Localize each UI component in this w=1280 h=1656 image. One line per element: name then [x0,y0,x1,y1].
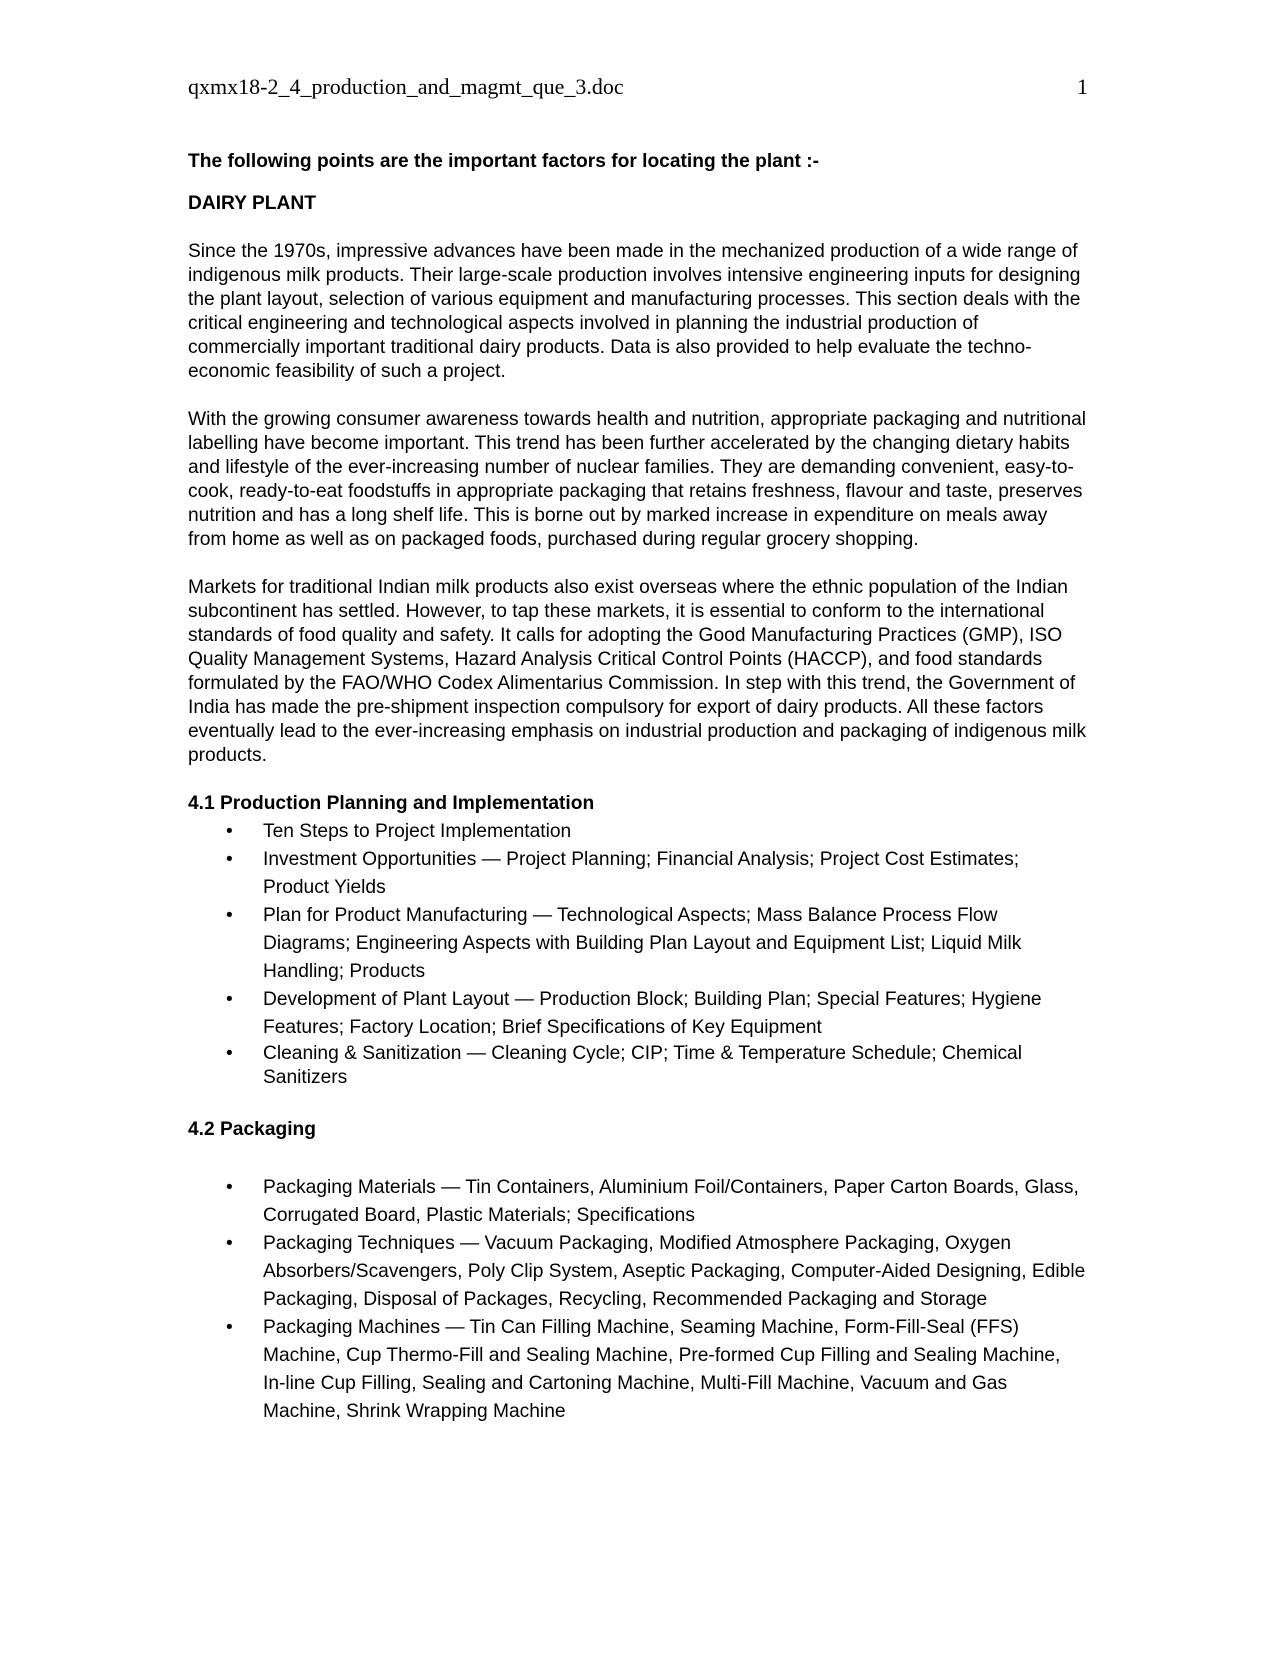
bullet-icon: • [226,989,233,1010]
bullet-icon: • [226,821,233,842]
bullet-icon: • [226,905,233,926]
paragraph: Since the 1970s, impressive advances have been made in the mechanized production of a wide range of indigenous milk products. Their large-scale production involves intensive engineering inputs for designing the plant layout, selection of various equipment and manufacturing processes. This section deals with the critical engineering and technological aspects involved in planning the industrial production of commercially important traditional dairy products. Data is also provided to help evaluate the techno-economic feasibility of such a project. [188,241,1081,382]
list-item [188,986,1088,1042]
section-4-2-list [188,1174,1088,1426]
list-item-text: Packaging Materials — Tin Containers, Aluminium Foil/Containers, Paper Carton Boards, Glass, Corrugated Board, Plastic Materials; Specifications [263,1177,1079,1226]
page-number: 1 [1077,74,1088,99]
list-item [188,1042,1088,1090]
paragraph: With the growing consumer awareness towards health and nutrition, appropriate packaging and nutritional labelling have become important. This trend has been further accelerated by the changing dietary habits and lifestyle of the ever-increasing number of nuclear families. They are demanding convenient, easy-to-cook, ready-to-eat foodstuffs in appropriate packaging that retains freshness, flavour and taste, preserves nutrition and has a long shelf life. This is borne out by marked increase in expenditure on meals away from home as well as on packaged foods, purchased during regular grocery shopping. [188,409,1087,550]
spacer [188,1090,1088,1118]
paragraph: Markets for traditional Indian milk products also exist overseas where the ethnic population of the Indian subcontinent has settled. However, to tap these markets, it is essential to conform to the international standards of food quality and safety. It calls for adopting the Good Manufacturing Practices (GMP), ISO Quality Management Systems, Hazard Analysis Critical Control Points (HACCP), and food standards formulated by the FAO/WHO Codex Alimentarius Commission. In step with this trend, the Government of India has made the pre-shipment inspection compulsory for export of dairy products. All these factors eventually lead to the ever-increasing emphasis on industrial production and packaging of indigenous milk products. [188,577,1087,766]
intro-heading: The following points are the important factors for locating the plant :- [188,151,820,172]
bullet-icon: • [226,1177,233,1198]
list-item-text: Cleaning & Sanitization — Cleaning Cycle; CIP; Time & Temperature Schedule; Chemical Sanitizers [263,1043,1022,1088]
bullet-icon: • [226,1043,233,1064]
spacer [188,1144,1088,1174]
document-filename: qxmx18-2_4_production_and_magmt_que_3.doc [188,74,624,99]
bullet-icon: • [226,849,233,870]
list-item-text: Ten Steps to Project Implementation [263,821,572,842]
list-item [188,1174,1088,1230]
document-body [188,150,1088,1426]
bullet-icon: • [226,1233,233,1254]
list-item [188,1230,1088,1314]
list-item-text: Packaging Machines — Tin Can Filling Machine, Seaming Machine, Form-Fill-Seal (FFS) Machine, Cup Thermo-Fill and Sealing Machine, Pre-formed Cup Filling and Sealing Machine, In-line Cup Filling, Sealing and Cartoning Machine, Multi-Fill Machine, Vacuum and Gas Machine, Shrink Wrapping Machine [263,1317,1061,1422]
dairy-plant-heading: DAIRY PLANT [188,193,316,214]
list-item [188,818,1088,846]
list-item-text: Plan for Product Manufacturing — Technological Aspects; Mass Balance Process Flow Diagrams; Engineering Aspects with Building Plan Layout and Equipment List; Liquid Milk Handling; Products [263,905,1022,982]
list-item-text: Development of Plant Layout — Production Block; Building Plan; Special Features; Hygiene Features; Factory Location; Brief Specifications of Key Equipment [263,989,1042,1038]
page-header [188,74,1088,108]
section-4-2-heading: 4.2 Packaging [188,1119,316,1140]
list-item-text: Investment Opportunities — Project Planning; Financial Analysis; Project Cost Estimates; Product Yields [263,849,1020,898]
bullet-icon: • [226,1317,233,1338]
list-item [188,846,1088,902]
list-item [188,902,1088,986]
section-4-1-list [188,818,1088,1090]
list-item-text: Packaging Techniques — Vacuum Packaging, Modified Atmosphere Packaging, Oxygen Absorbers/Scavengers, Poly Clip System, Aseptic Packaging, Computer-Aided Designing, Edible Packaging, Disposal of Packages, Recycling, Recommended Packaging and Storage [263,1233,1086,1310]
section-4-1-heading: 4.1 Production Planning and Implementation [188,793,595,814]
list-item [188,1314,1088,1426]
